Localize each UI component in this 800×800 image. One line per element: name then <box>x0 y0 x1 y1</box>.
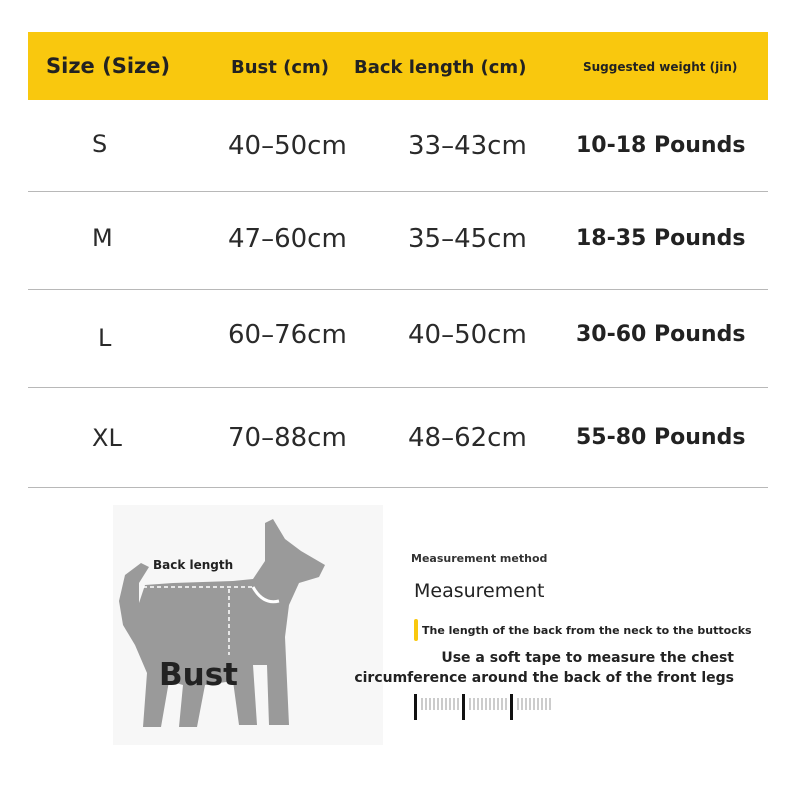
measurement-title: Measurement <box>414 580 545 602</box>
back-length-label: Back length <box>153 558 234 572</box>
cell-bust: 70–88cm <box>228 423 347 453</box>
cell-back-length: 48–62cm <box>408 423 527 453</box>
cell-weight: 55-80 Pounds <box>576 425 746 450</box>
header-back-length: Back length (cm) <box>354 57 527 78</box>
measuring-tape-icon <box>410 690 560 722</box>
cell-size: M <box>92 224 113 252</box>
cell-back-length: 40–50cm <box>408 320 527 350</box>
row-divider <box>28 487 768 488</box>
dog-silhouette-icon <box>113 505 383 745</box>
cell-back-length: 35–45cm <box>408 224 527 254</box>
table-row-xl <box>28 390 768 482</box>
chest-description: Use a soft tape to measure the chest circumference around the back of the front legs <box>354 650 734 686</box>
row-divider <box>28 387 768 388</box>
cell-weight: 18-35 Pounds <box>576 226 746 251</box>
cell-size: S <box>92 130 108 158</box>
accent-marker <box>414 619 418 641</box>
size-table-header <box>28 32 768 100</box>
cell-bust: 60–76cm <box>228 320 347 350</box>
table-row-s <box>28 100 768 192</box>
cell-size: XL <box>92 424 122 452</box>
dog-measurement-diagram <box>113 505 383 745</box>
cell-weight: 30-60 Pounds <box>576 322 746 347</box>
header-size: Size (Size) <box>46 54 171 78</box>
back-length-description: The length of the back from the neck to the buttocks <box>422 624 752 637</box>
header-bust: Bust (cm) <box>231 57 329 78</box>
cell-bust: 47–60cm <box>228 224 347 254</box>
header-suggested-weight: Suggested weight (jin) <box>583 60 738 74</box>
cell-size: L <box>98 324 112 352</box>
table-row-m <box>28 190 768 282</box>
bust-label: Bust <box>159 657 238 693</box>
cell-bust: 40–50cm <box>228 131 347 161</box>
cell-weight: 10-18 Pounds <box>576 133 746 158</box>
measurement-method-title: Measurement method <box>411 552 548 565</box>
cell-back-length: 33–43cm <box>408 131 527 161</box>
table-row-l <box>28 290 768 382</box>
